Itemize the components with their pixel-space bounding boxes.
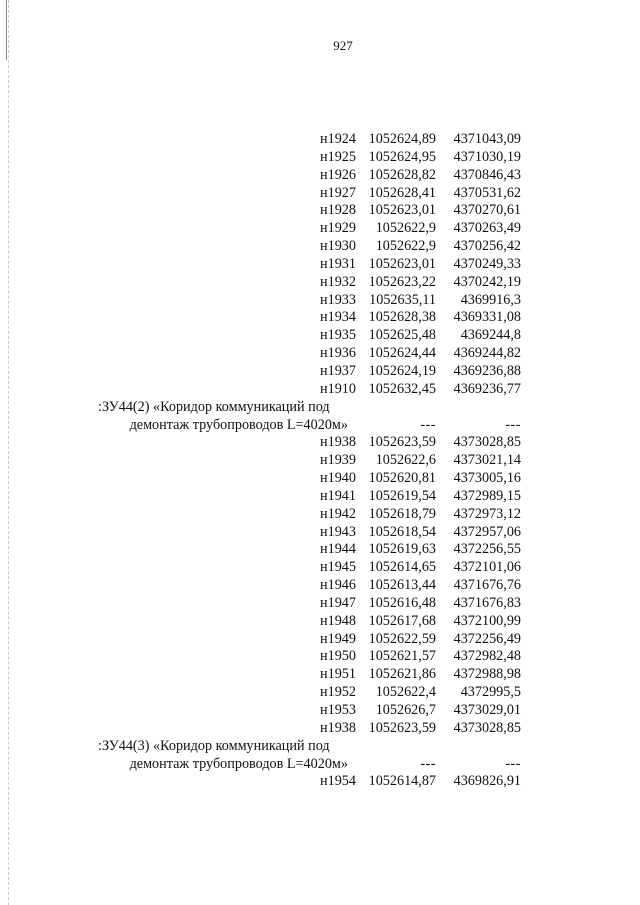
x-coordinate: 1052622,6 xyxy=(375,452,436,469)
section-subtitle: демонтаж трубопроводов L=4020м» xyxy=(129,416,348,433)
coordinate-row xyxy=(98,613,523,631)
x-coordinate: 1052624,44 xyxy=(368,345,436,362)
coordinate-row xyxy=(98,238,523,256)
y-coordinate: 4370846,43 xyxy=(453,166,521,183)
page-number: 927 xyxy=(333,38,353,53)
y-coordinate: 4371030,19 xyxy=(453,148,521,165)
point-id: н1941 xyxy=(320,487,356,504)
x-coordinate: 1052622,59 xyxy=(368,630,436,647)
point-id: н1946 xyxy=(320,577,356,594)
x-coordinate: 1052619,54 xyxy=(368,487,436,504)
coordinate-row xyxy=(98,185,523,203)
point-id: н1924 xyxy=(320,131,356,147)
coordinate-row xyxy=(98,524,523,542)
coordinate-row xyxy=(98,131,523,149)
y-coordinate: 4372101,06 xyxy=(453,559,521,576)
coordinate-row xyxy=(98,648,523,666)
x-coordinate: 1052628,38 xyxy=(368,309,436,326)
section-header-row xyxy=(98,738,523,756)
y-coordinate-dash: --- xyxy=(505,755,521,772)
point-id: н1949 xyxy=(320,630,356,647)
y-coordinate: 4371676,76 xyxy=(453,577,521,594)
x-coordinate-dash: --- xyxy=(420,755,436,772)
section-subtitle: демонтаж трубопроводов L=4020м» xyxy=(129,755,348,772)
point-id: н1933 xyxy=(320,291,356,308)
x-coordinate: 1052624,19 xyxy=(368,362,436,379)
y-coordinate: 4372989,15 xyxy=(453,487,521,504)
coordinate-row xyxy=(98,256,523,274)
coordinate-row xyxy=(98,631,523,649)
coordinate-row xyxy=(98,595,523,613)
section-title: :ЗУ44(3) «Коридор коммуникаций под xyxy=(98,737,330,754)
section-subtitle-row xyxy=(98,417,523,435)
y-coordinate: 4369826,91 xyxy=(453,773,521,790)
y-coordinate: 4372973,12 xyxy=(453,505,521,522)
point-id: н1932 xyxy=(320,273,356,290)
x-coordinate: 1052623,59 xyxy=(368,719,436,736)
y-coordinate: 4372995,5 xyxy=(460,684,521,701)
x-coordinate: 1052618,54 xyxy=(368,523,436,540)
point-id: н1953 xyxy=(320,702,356,718)
point-id: н1951 xyxy=(320,666,356,683)
x-coordinate: 1052635,11 xyxy=(369,291,436,308)
coordinate-row xyxy=(98,167,523,185)
point-id: н1942 xyxy=(320,505,356,522)
x-coordinate: 1052621,57 xyxy=(368,648,436,665)
x-coordinate: 1052613,44 xyxy=(368,577,436,594)
y-coordinate: 4370256,42 xyxy=(453,238,521,255)
y-coordinate: 4372988,98 xyxy=(453,666,521,683)
coordinate-row xyxy=(98,309,523,327)
coordinate-row xyxy=(98,577,523,595)
coordinate-row xyxy=(98,488,523,506)
x-coordinate: 1052617,68 xyxy=(368,612,436,629)
point-id: н1931 xyxy=(320,255,356,272)
point-id: н1926 xyxy=(320,166,356,183)
point-id: н1940 xyxy=(320,470,356,487)
y-coordinate: 4370249,33 xyxy=(453,255,521,272)
coordinate-row xyxy=(98,327,523,345)
point-id: н1952 xyxy=(320,684,356,701)
x-coordinate: 1052621,86 xyxy=(368,666,436,683)
coordinate-row xyxy=(98,452,523,470)
point-id: н1935 xyxy=(320,327,356,344)
y-coordinate: 4372100,99 xyxy=(453,612,521,629)
coordinate-row xyxy=(98,149,523,167)
x-coordinate: 1052624,95 xyxy=(368,148,436,165)
coordinate-row xyxy=(98,666,523,684)
section-title: :ЗУ44(2) «Коридор коммуникаций под xyxy=(98,398,330,415)
y-coordinate: 4371676,83 xyxy=(453,594,521,611)
coordinate-row xyxy=(98,684,523,702)
point-id: н1910 xyxy=(320,380,356,397)
point-id: н1934 xyxy=(320,309,356,326)
x-coordinate: 1052628,82 xyxy=(368,166,436,183)
y-coordinate: 4370242,19 xyxy=(453,273,521,290)
y-coordinate: 4369244,8 xyxy=(460,327,521,344)
y-coordinate-dash: --- xyxy=(505,416,521,433)
y-coordinate: 4369244,82 xyxy=(453,345,521,362)
x-coordinate: 1052623,01 xyxy=(368,202,436,219)
coordinate-row xyxy=(98,345,523,363)
y-coordinate: 4369236,77 xyxy=(453,380,521,397)
coordinate-row xyxy=(98,541,523,559)
x-coordinate: 1052614,65 xyxy=(368,559,436,576)
point-id: н1925 xyxy=(320,148,356,165)
point-id: н1947 xyxy=(320,594,356,611)
point-id: н1936 xyxy=(320,345,356,362)
y-coordinate: 4372982,48 xyxy=(453,648,521,665)
coordinate-row xyxy=(98,773,523,791)
x-coordinate: 1052622,9 xyxy=(375,238,436,255)
coordinate-row xyxy=(98,381,523,399)
point-id: н1937 xyxy=(320,362,356,379)
y-coordinate: 4372256,55 xyxy=(453,541,521,558)
y-coordinate: 4373005,16 xyxy=(453,470,521,487)
coordinates-table xyxy=(98,131,523,791)
coordinate-row xyxy=(98,720,523,738)
point-id: н1930 xyxy=(320,238,356,255)
y-coordinate: 4373028,85 xyxy=(453,719,521,736)
x-coordinate: 1052623,59 xyxy=(368,434,436,451)
point-id: н1944 xyxy=(320,541,356,558)
y-coordinate: 4373028,85 xyxy=(453,434,521,451)
y-coordinate: 4372957,06 xyxy=(453,523,521,540)
section-subtitle-row xyxy=(98,756,523,774)
x-coordinate: 1052622,9 xyxy=(375,220,436,237)
coordinate-row xyxy=(98,470,523,488)
coordinate-row xyxy=(98,506,523,524)
y-coordinate: 4370531,62 xyxy=(453,184,521,201)
x-coordinate: 1052618,79 xyxy=(368,505,436,522)
x-coordinate: 1052623,22 xyxy=(368,273,436,290)
point-id: н1950 xyxy=(320,648,356,665)
point-id: н1948 xyxy=(320,612,356,629)
x-coordinate: 1052626,7 xyxy=(375,702,436,718)
x-coordinate: 1052625,48 xyxy=(368,327,436,344)
y-coordinate: 4370263,49 xyxy=(453,220,521,237)
point-id: н1928 xyxy=(320,202,356,219)
coordinate-row xyxy=(98,274,523,292)
coordinate-row xyxy=(98,702,523,720)
coordinate-row xyxy=(98,559,523,577)
x-coordinate: 1052614,87 xyxy=(368,773,436,790)
coordinate-row xyxy=(98,220,523,238)
x-coordinate: 1052623,01 xyxy=(368,255,436,272)
y-coordinate: 4369916,3 xyxy=(460,291,521,308)
y-coordinate: 4370270,61 xyxy=(453,202,521,219)
y-coordinate: 4369331,08 xyxy=(453,309,521,326)
y-coordinate: 4369236,88 xyxy=(453,362,521,379)
x-coordinate-dash: --- xyxy=(420,416,436,433)
point-id: н1938 xyxy=(320,719,356,736)
point-id: н1954 xyxy=(320,773,356,790)
x-coordinate: 1052619,63 xyxy=(368,541,436,558)
x-coordinate: 1052622,4 xyxy=(375,684,436,701)
section-header-row xyxy=(98,399,523,417)
point-id: н1927 xyxy=(320,184,356,201)
coordinate-row xyxy=(98,434,523,452)
coordinate-row xyxy=(98,363,523,381)
y-coordinate: 4371043,09 xyxy=(453,131,521,147)
y-coordinate: 4373029,01 xyxy=(453,702,521,718)
point-id: н1938 xyxy=(320,434,356,451)
binding-margin-line xyxy=(8,0,9,905)
point-id: н1943 xyxy=(320,523,356,540)
point-id: н1939 xyxy=(320,452,356,469)
y-coordinate: 4373021,14 xyxy=(453,452,521,469)
x-coordinate: 1052620,81 xyxy=(368,470,436,487)
point-id: н1945 xyxy=(320,559,356,576)
point-id: н1929 xyxy=(320,220,356,237)
x-coordinate: 1052616,48 xyxy=(368,594,436,611)
x-coordinate: 1052632,45 xyxy=(368,380,436,397)
x-coordinate: 1052628,41 xyxy=(368,184,436,201)
coordinate-row xyxy=(98,292,523,310)
y-coordinate: 4372256,49 xyxy=(453,630,521,647)
coordinate-row xyxy=(98,202,523,220)
x-coordinate: 1052624,89 xyxy=(368,131,436,147)
